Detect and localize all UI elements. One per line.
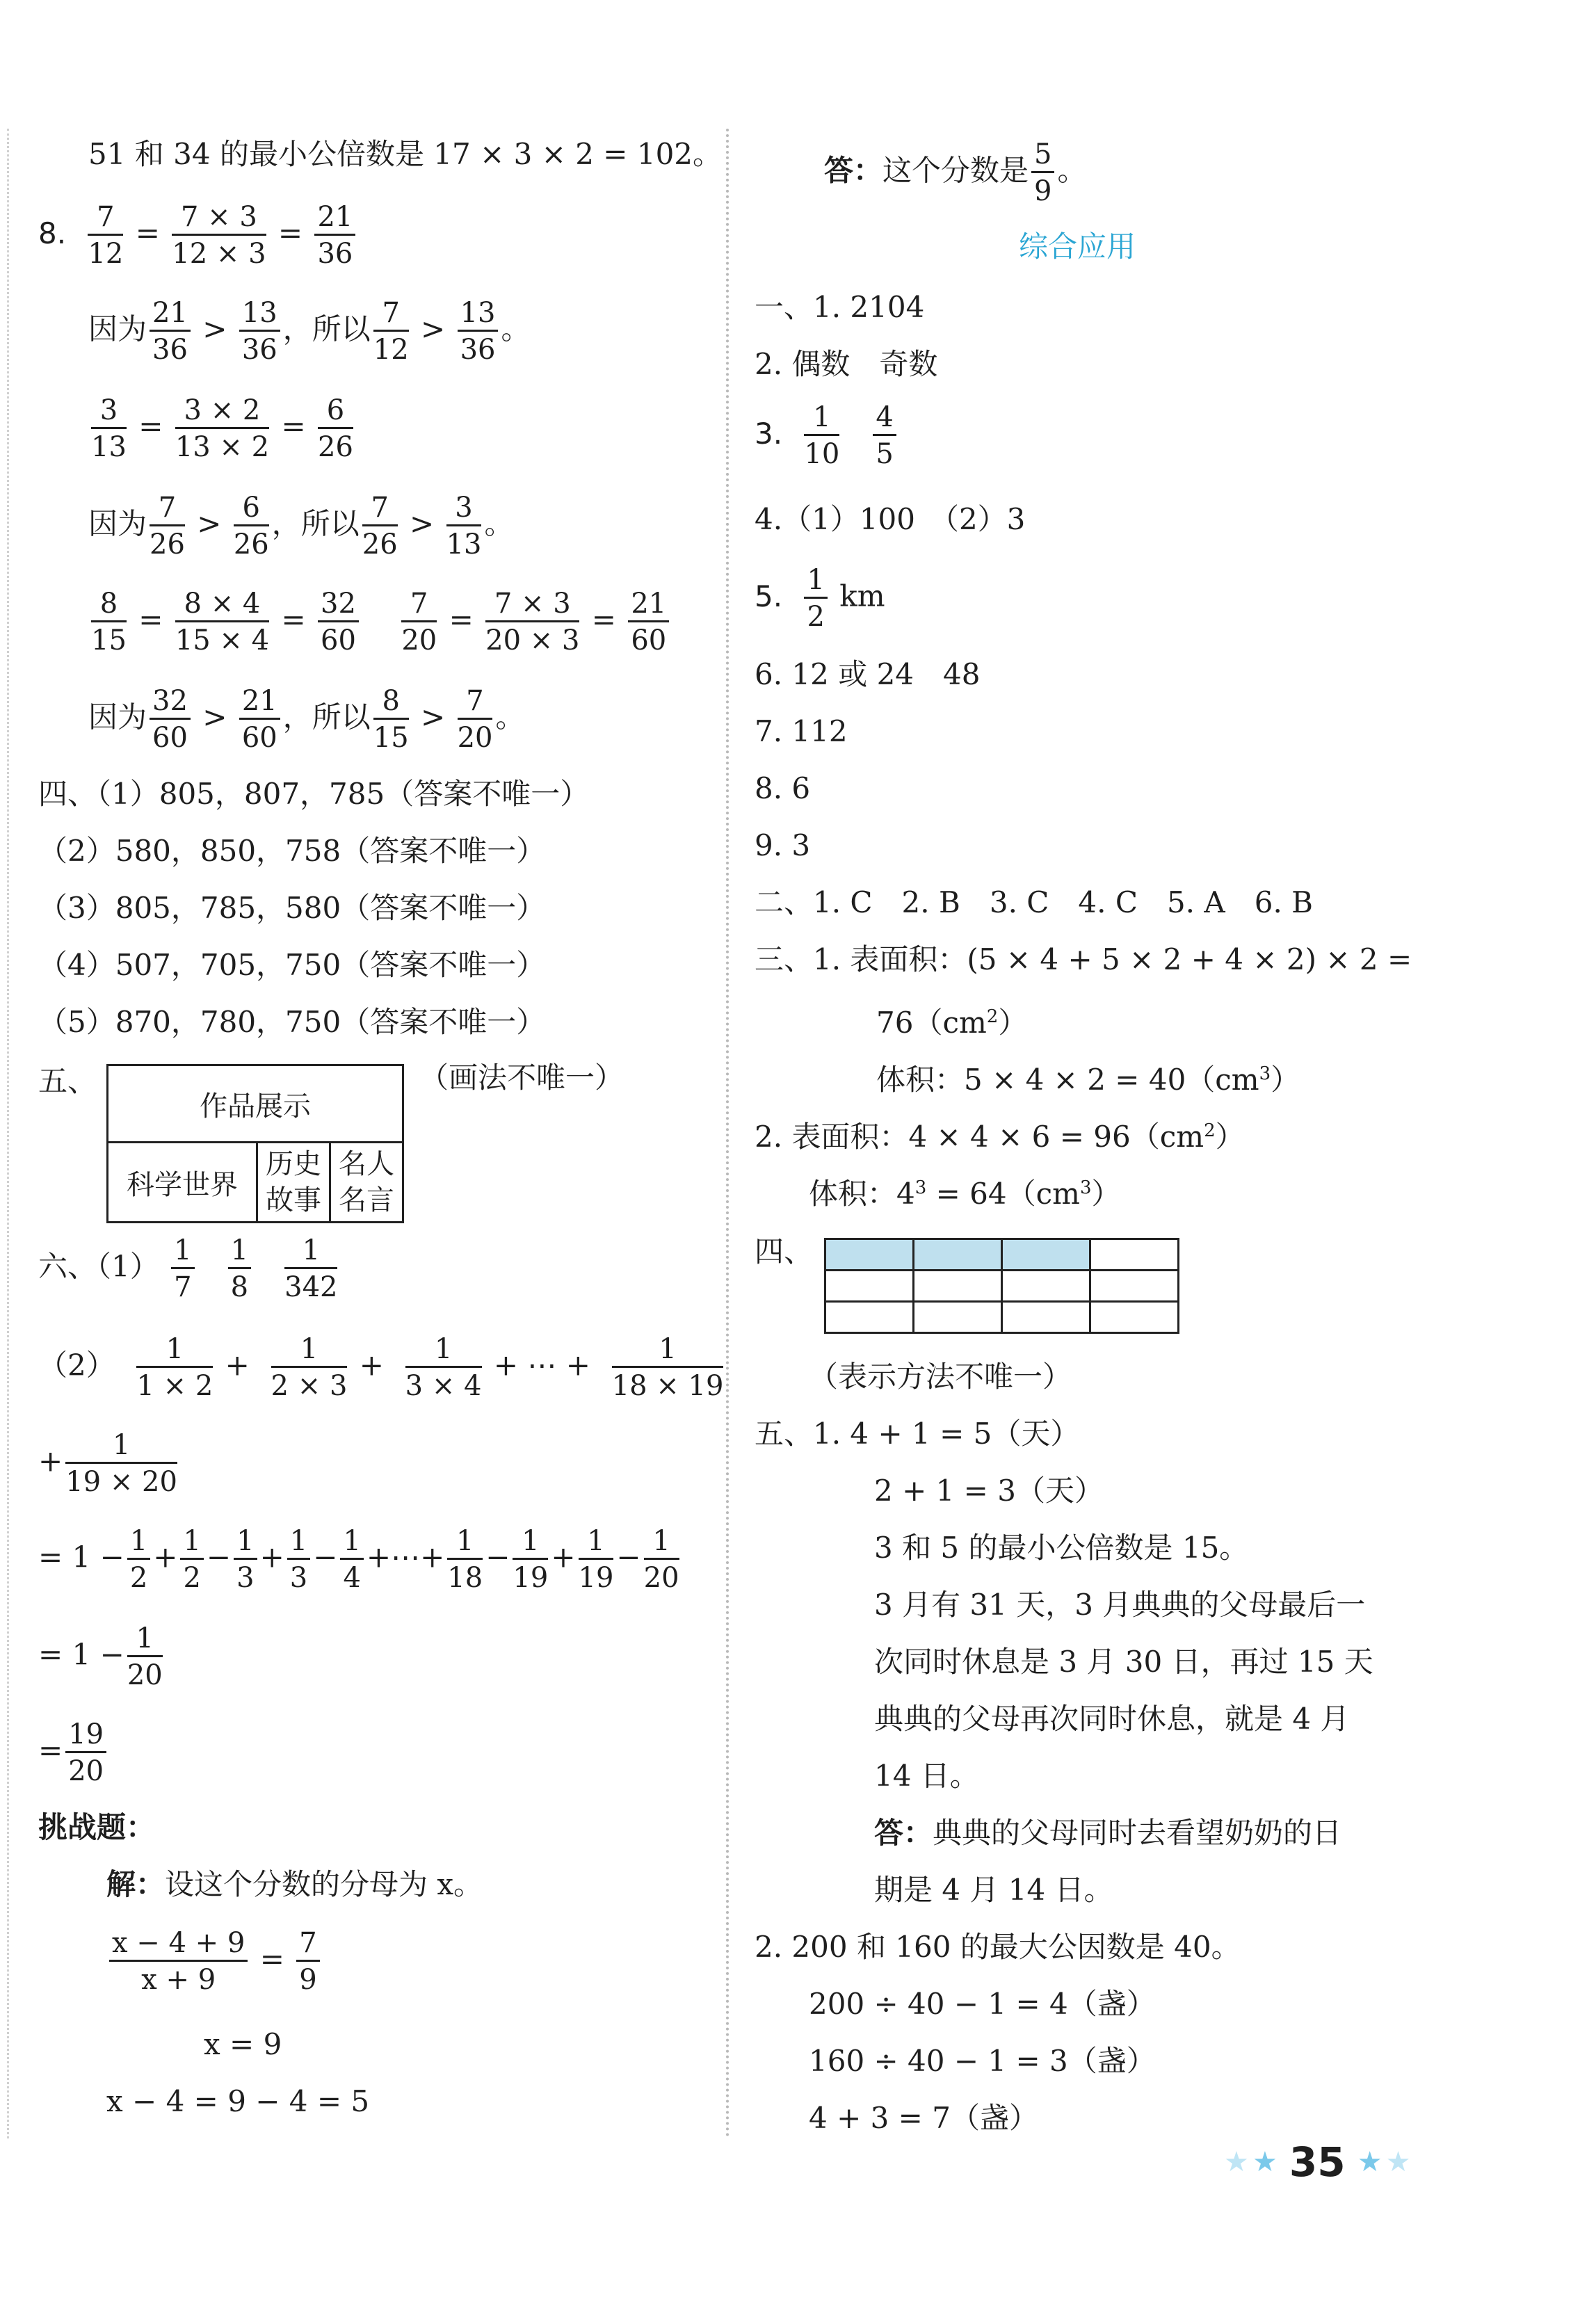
- shaded-grid: [824, 1238, 1179, 1334]
- star-icon: ★: [1252, 2146, 1277, 2178]
- s5-1h: 答：典典的父母同时去看望奶奶的日: [874, 1816, 1342, 1850]
- s4-note-right: （表示方法不唯一）: [809, 1360, 1072, 1394]
- page-footer: [1224, 2138, 1411, 2186]
- s5-2d: 4 + 3 = 7（盏）: [809, 2101, 1038, 2135]
- s5-2: 2. 200 和 160 的最大公因数是 40。: [755, 1930, 1241, 1964]
- x-minus: x − 4 = 9 − 4 = 5: [106, 2084, 370, 2118]
- s3-2b: 体积：$4^3 = 64(cm^3)$: [809, 1177, 1121, 1211]
- s5-1d: 3 月有 31 天，3 月典典的父母最后一: [874, 1588, 1366, 1622]
- q8-cmp2: 因为 $\frac{7}{26}$ > $\frac{6}{26}$ ，所以 $\frac{7}{26}$ > $\frac{3}{13}$ 。: [88, 492, 514, 561]
- s6-3: = 1 − $\frac{1}{2}$ + $\frac{1}{2}$ − $\frac{1}{3}$ + $\frac{1}{3}$ − $\frac{1}{4}$ +⋯+ $\frac{1}{18}$ − $\frac{1}{19}$ + $\frac{1}{19}$ − $\frac{1}{20}$: [38, 1525, 679, 1594]
- s4-4: （4）507，705，750（答案不唯一）: [38, 948, 546, 982]
- r9: 9. 3: [755, 828, 811, 862]
- s5-1g: 14 日。: [874, 1759, 979, 1793]
- s6-5: = $\frac{19}{20}$: [38, 1720, 109, 1785]
- s5-1i: 期是 4 月 14 日。: [874, 1873, 1113, 1907]
- exhibit-cell-history: 历史故事: [257, 1143, 330, 1223]
- s5-1c: 3 和 5 的最小公倍数是 15。: [874, 1531, 1249, 1565]
- s2-choices: 二、1. C 2. B 3. C 4. C 5. A 6. B: [755, 885, 1314, 919]
- s6-2: （2） $\frac{1}{1 \times 2}$ + $\frac{1}{2 \times 3}$ + $\frac{1}{3 \times 4}$ + ⋯ + $\frac{1}{18 \times 19}$: [38, 1333, 724, 1402]
- s4-3: （3）805，785，580（答案不唯一）: [38, 891, 546, 925]
- solution-line: 解：设这个分数的分母为 x。: [106, 1867, 483, 1901]
- exhibit-table: [106, 1064, 404, 1223]
- q8-cmp3: 因为 $\frac{32}{60}$ > $\frac{21}{60}$ ，所以 $\frac{8}{15}$ > $\frac{7}{20}$ 。: [88, 685, 525, 754]
- s6-1: 六、（1） $\frac{1}{7}$ $\frac{1}{8}$ $\frac{1}{342}$: [38, 1234, 338, 1303]
- star-icon: ★: [1224, 2146, 1249, 2178]
- s4-5: （5）870，780，750（答案不唯一）: [38, 1005, 546, 1039]
- r8: 8. 6: [755, 771, 811, 805]
- s5-2b: 200 ÷ 40 − 1 = 4（盏）: [809, 1987, 1156, 2021]
- s3-1c: 体积：$5 \times 4 \times 2 = 40(cm^3)$: [876, 1063, 1300, 1097]
- x-equals: x = 9: [204, 2027, 282, 2061]
- s6-2-tail: + $\frac{1}{19 \times 20}$: [38, 1429, 177, 1498]
- r1: 一、1. 2104: [755, 290, 925, 324]
- s5-2c: 160 ÷ 40 − 1 = 3（盏）: [809, 2044, 1156, 2078]
- s3-2: 2. 表面积：$4 \times 4 \times 6 = 96(cm^2)$: [755, 1120, 1245, 1154]
- challenge-heading: 挑战题：: [38, 1810, 156, 1844]
- s5-label: 五、: [38, 1064, 97, 1098]
- s5-1e: 次同时休息是 3 月 30 日，再过 15 天: [874, 1645, 1373, 1679]
- s4-label-right: 四、: [755, 1234, 814, 1268]
- exhibit-cell-science: 科学世界: [108, 1143, 257, 1223]
- s3-1: 三、1. 表面积：(5 × 4 + 5 × 2 + 4 × 2) × 2 =: [755, 942, 1412, 976]
- s4-2: （2）580，850，758（答案不唯一）: [38, 834, 546, 868]
- r5: 5. $\frac{1}{2}$ km: [755, 564, 885, 633]
- r6: 6. 12 或 24 48: [755, 657, 981, 691]
- answer-line: 答：这个分数是 $\frac{5}{9}$ 。: [824, 138, 1087, 207]
- left-edge-line: [7, 129, 9, 2138]
- star-icon: ★: [1385, 2146, 1411, 2178]
- s6-4: = 1 − $\frac{1}{20}$: [38, 1622, 163, 1691]
- s5-1f: 典典的父母再次同时休息，就是 4 月: [874, 1702, 1350, 1736]
- s5-1b: 2 + 1 = 3（天）: [874, 1474, 1104, 1508]
- r4: 4.（1）100 （2）3: [755, 502, 1026, 536]
- q8-eq2: $\frac{3}{13}$ = $\frac{3 \times 2}{13 \times 2}$ = $\frac{6}{26}$: [91, 394, 353, 463]
- s5-note: （画法不唯一）: [419, 1061, 624, 1095]
- exhibit-top-cell: 作品展示: [108, 1065, 403, 1143]
- lcm-line: 51 和 34 的最小公倍数是 17 × 3 × 2 = 102。: [88, 137, 723, 171]
- q8-eq3: $\frac{8}{15}$ = $\frac{8 \times 4}{15 \times 4}$ = $\frac{32}{60}$ $\frac{7}{20}$ = $\frac{7 \times 3}{20 \times 3}$ = $\frac{21}{60}$: [88, 590, 672, 654]
- exhibit-cell-quotes: 名人名言: [330, 1143, 403, 1223]
- s4-1: 四、（1）805，807，785（答案不唯一）: [38, 777, 590, 811]
- section-heading: 综合应用: [1019, 229, 1136, 264]
- s3-1b: $76(cm^2)$: [876, 1006, 1028, 1040]
- r2: 2. 偶数 奇数: [755, 347, 938, 381]
- star-icon: ★: [1357, 2146, 1383, 2178]
- s5-1: 五、1. 4 + 1 = 5（天）: [755, 1417, 1080, 1451]
- r7: 7. 112: [755, 714, 848, 748]
- column-divider: [726, 129, 729, 2138]
- equation-line: $\frac{x - 4 + 9}{x + 9}$ = $\frac{7}{9}$: [106, 1929, 323, 1994]
- r3: 3. $\frac{1}{10}$ $\frac{4}{5}$: [755, 403, 899, 468]
- q8-cmp1: 因为 $\frac{21}{36}$ > $\frac{13}{36}$ ，所以 $\frac{7}{12}$ > $\frac{13}{36}$ 。: [88, 297, 531, 366]
- q8-eq1: 8. $\frac{7}{12}$ = $\frac{7 \times 3}{12 \times 3}$ = $\frac{21}{36}$: [38, 203, 358, 268]
- page-number: 35: [1289, 2138, 1346, 2186]
